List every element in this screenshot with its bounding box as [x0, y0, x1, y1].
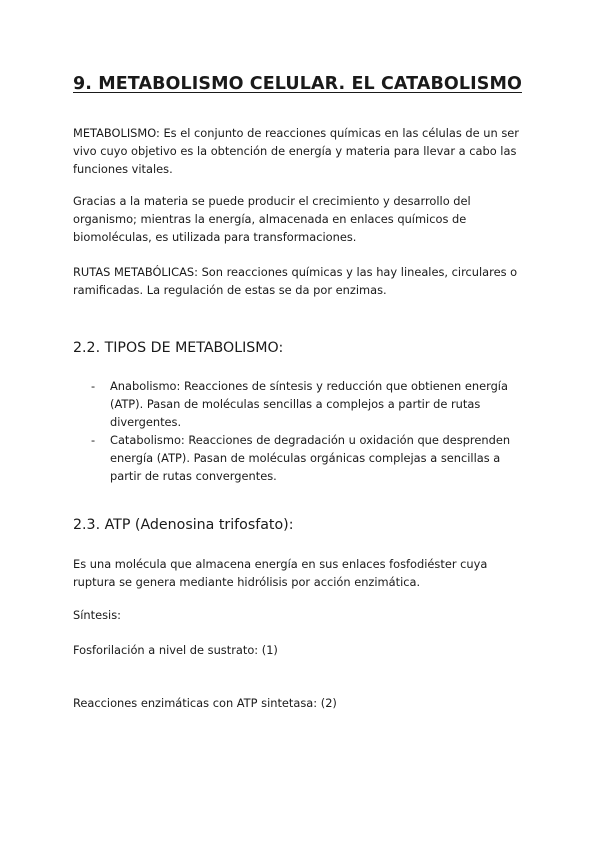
atp-sintetasa-line: Reacciones enzimáticas con ATP sintetasa: (2)	[73, 696, 337, 710]
sintesis-label: Síntesis:	[73, 608, 121, 622]
paragraph-atp-definition: Es una molécula que almacena energía en sus enlaces fosfodiéster cuya ruptura se genera mediante hidrólisis por acción enzimática.	[73, 557, 488, 589]
section-heading-atp: 2.3. ATP (Adenosina trifosfato):	[73, 517, 294, 533]
paragraph-rutas-metabolicas: RUTAS METABÓLICAS: Son reacciones químicas y las hay lineales, circulares o ramificadas. La regulación de estas se da por enzimas.	[73, 265, 518, 297]
list-item-text: Anabolismo: Reacciones de síntesis y reducción que obtienen energía (ATP). Pasan de moléculas sencillas a complejos a partir de rutas divergentes.	[110, 379, 508, 429]
paragraph-metabolismo-definition: METABOLISMO: Es el conjunto de reacciones químicas en las células de un ser vivo cuyo objetivo es la obtención de energía y materia para llevar a cabo las funciones vitales.	[73, 126, 519, 176]
metabolism-types-list	[73, 377, 533, 485]
document-title: 9. METABOLISMO CELULAR. EL CATABOLISMO	[73, 74, 522, 94]
list-bullet: -	[91, 433, 96, 447]
list-item-anabolismo	[73, 377, 533, 431]
section-heading-tipos-metabolismo: 2.2. TIPOS DE METABOLISMO:	[73, 340, 284, 356]
list-bullet: -	[91, 379, 96, 393]
fosforilacion-line: Fosforilación a nivel de sustrato: (1)	[73, 643, 278, 657]
list-item-catabolismo	[73, 431, 533, 485]
list-item-text: Catabolismo: Reacciones de degradación u oxidación que desprenden energía (ATP). Pasan de moléculas orgánicas complejas a sencillas a partir de rutas convergentes.	[110, 433, 511, 483]
paragraph-materia-energia: Gracias a la materia se puede producir el crecimiento y desarrollo del organismo; mientras la energía, almacenada en enlaces químicos de biomoléculas, es utilizada para transformaciones.	[73, 194, 471, 244]
